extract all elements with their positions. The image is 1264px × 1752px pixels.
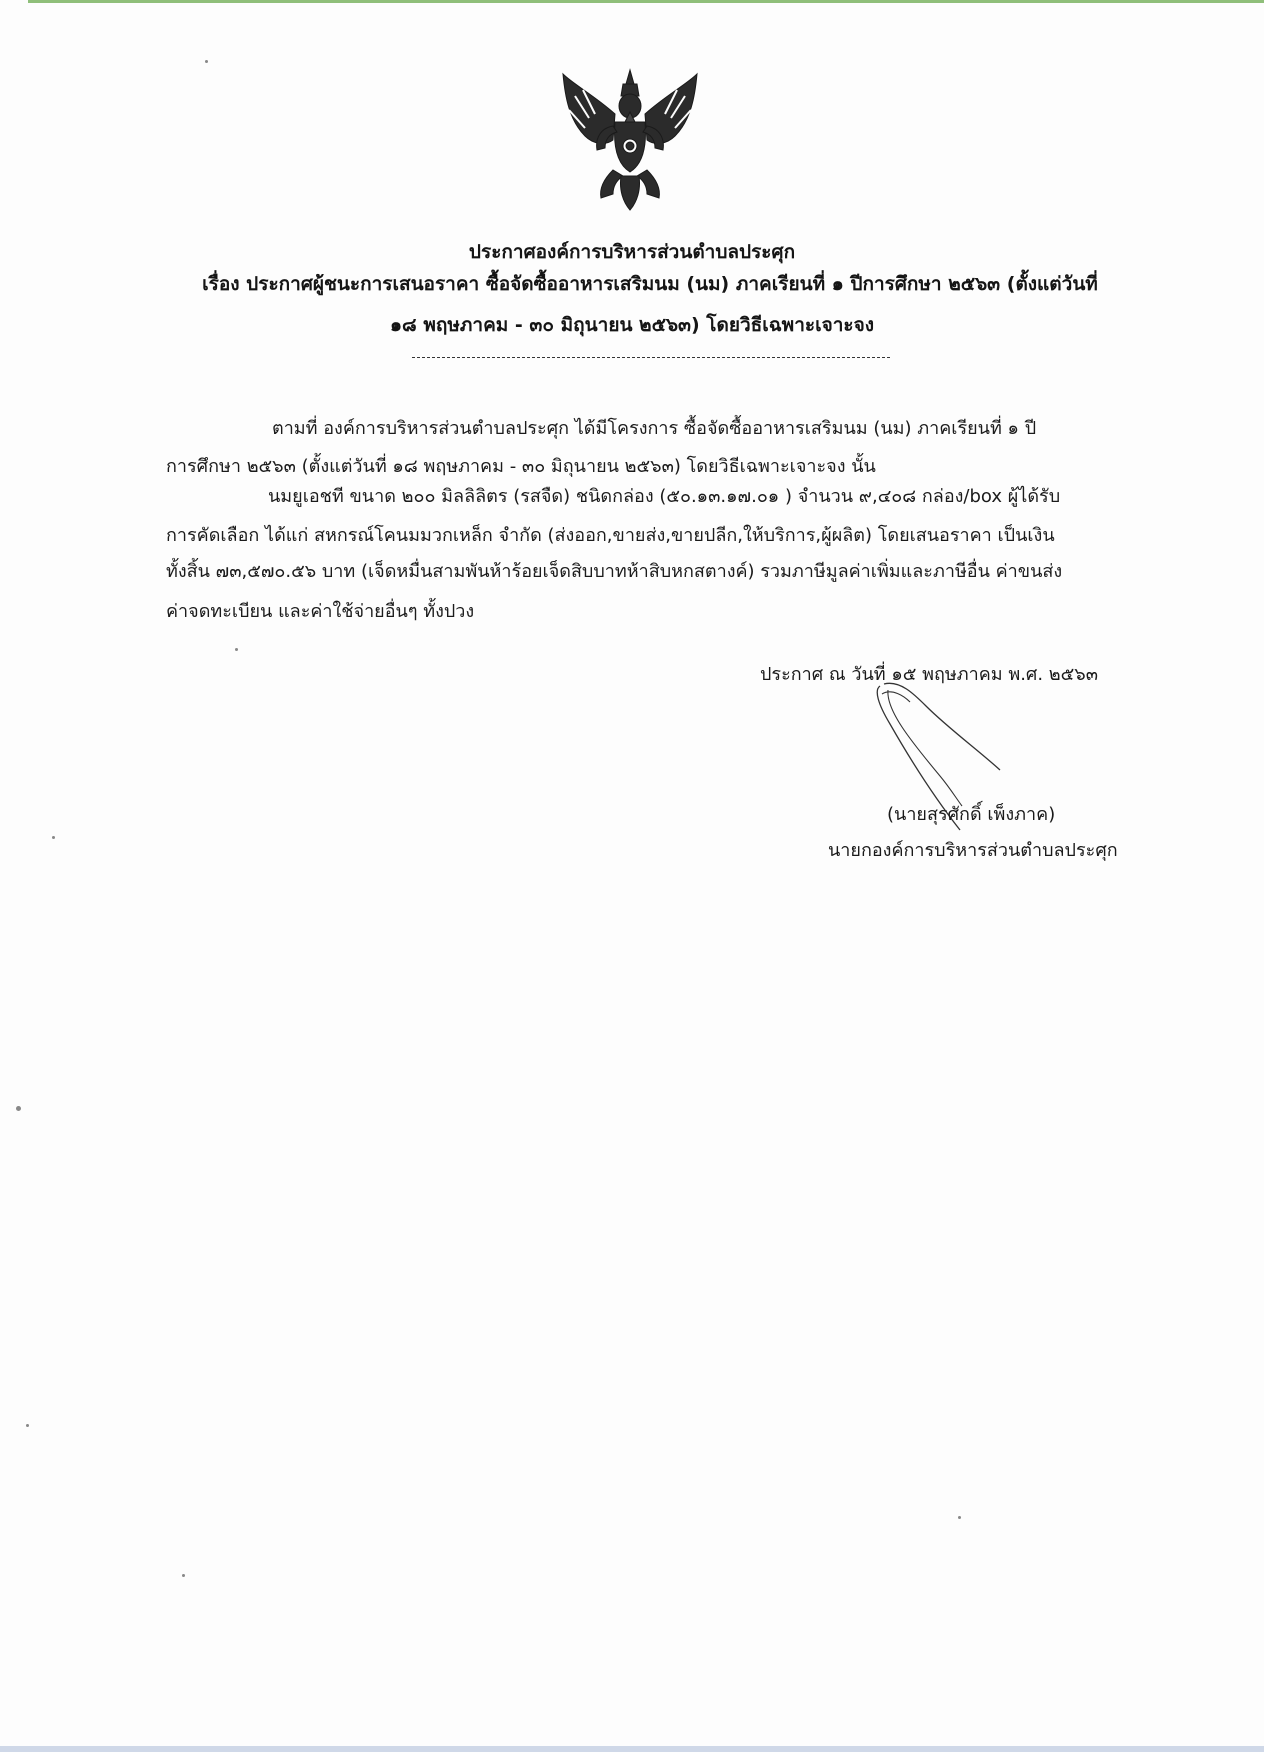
scan-speck bbox=[52, 836, 55, 839]
document-subject-line-1: เรื่อง ประกาศผู้ชนะการเสนอราคา ซื้อจัดซื้ออาหารเสริมนม (นม) ภาคเรียนที่ ๑ ปีการศึกษา ๒๕๖๓ (ตั้งแต่วันที่ bbox=[202, 273, 1098, 295]
scan-speck bbox=[26, 1424, 29, 1427]
body-paragraph-line: การคัดเลือก ได้แก่ สหกรณ์โคนมมวกเหล็ก จำกัด (ส่งออก,ขายส่ง,ขายปลีก,ให้บริการ,ผู้ผลิต) โดยเสนอราคา เป็นเงิน bbox=[166, 525, 1055, 546]
body-paragraph-line: ตามที่ องค์การบริหารส่วนตำบลประศุก ได้มีโครงการ ซื้อจัดซื้ออาหารเสริมนม (นม) ภาคเรียนที่ ๑ ปี bbox=[272, 418, 1037, 439]
signer-name: (นายสุรศักดิ์ เพ็งภาค) bbox=[887, 804, 1056, 825]
body-paragraph-line: ค่าจดทะเบียน และค่าใช้จ่ายอื่นๆ ทั้งปวง bbox=[166, 601, 475, 622]
scan-speck bbox=[16, 1106, 21, 1111]
header-divider bbox=[412, 357, 890, 358]
scan-speck bbox=[235, 648, 238, 651]
scan-speck bbox=[182, 1574, 185, 1577]
body-paragraph-line: ทั้งสิ้น ๗๓,๕๗๐.๕๖ บาท (เจ็ดหมื่นสามพันห้าร้อยเจ็ดสิบบาทห้าสิบหกสตางค์) รวมภาษีมูลค่าเพิ่มและภาษีอื่น ค่าขนส่ง bbox=[166, 561, 1063, 582]
signer-title: นายกองค์การบริหารส่วนตำบลประศุก bbox=[828, 840, 1118, 861]
announcement-date: ประกาศ ณ วันที่ ๑๕ พฤษภาคม พ.ศ. ๒๕๖๓ bbox=[760, 664, 1099, 685]
body-paragraph-line: นมยูเอชที ขนาด ๒๐๐ มิลลิลิตร (รสจืด) ชนิดกล่อง (๕๐.๑๓.๑๗.๐๑ ) จำนวน ๙,๔๐๘ กล่อง/box ผู้ได้รับ bbox=[268, 486, 1061, 507]
scan-speck bbox=[205, 60, 208, 63]
scan-speck bbox=[958, 1516, 961, 1519]
garuda-emblem-icon bbox=[555, 66, 705, 214]
top-edge-rule bbox=[28, 0, 1264, 3]
bottom-edge-band bbox=[0, 1746, 1264, 1752]
body-paragraph-line: การศึกษา ๒๕๖๓ (ตั้งแต่วันที่ ๑๘ พฤษภาคม - ๓๐ มิถุนายน ๒๕๖๓) โดยวิธีเฉพาะเจาะจง นั้น bbox=[166, 456, 876, 477]
document-subject-line-2: ๑๘ พฤษภาคม - ๓๐ มิถุนายน ๒๕๖๓) โดยวิธีเฉพาะเจาะจง bbox=[390, 314, 874, 336]
document-title: ประกาศองค์การบริหารส่วนตำบลประศุก bbox=[468, 241, 796, 263]
